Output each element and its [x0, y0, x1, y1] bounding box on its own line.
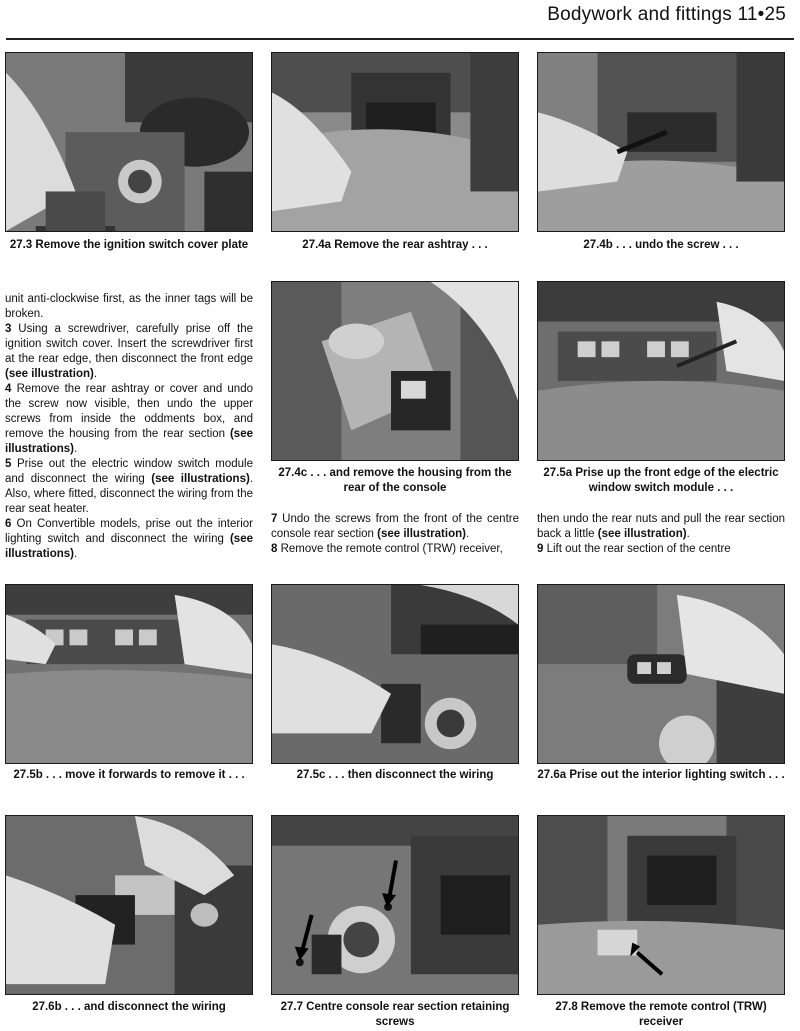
photo-27-3: [5, 52, 253, 232]
caption-27-6a: 27.6a Prise out the interior lighting switch . . .: [537, 769, 785, 781]
caption-27-3: 27.3 Remove the ignition switch cover plate: [9, 239, 249, 251]
caption-27-4b: 27.4b . . . undo the screw . . .: [583, 239, 739, 251]
photo-27-6a: [537, 584, 785, 764]
caption-27-5a: 27.5a Prise up the front edge of the electric window switch module . . .: [543, 467, 779, 494]
caption-27-4c: 27.4c . . . and remove the housing from the rear of the console: [278, 467, 512, 494]
step-7: 7 Undo the screws from the front of the centre console rear section (see illustration).: [271, 513, 519, 540]
photo-27-4b: [537, 52, 785, 232]
text-continued: then undo the rear nuts and pull the rear section back a little (see illustration).: [537, 513, 785, 540]
caption-27-7: 27.7 Centre console rear section retaining screws: [280, 1001, 510, 1028]
photo-27-6b: [5, 815, 253, 995]
step-8: 8 Remove the remote control (TRW) receiver,: [271, 543, 503, 555]
photo-27-7: [271, 815, 519, 995]
page-title: Bodywork and fittings 11•25: [547, 4, 786, 25]
photo-27-4c: [271, 281, 519, 461]
step-6: 6 On Convertible models, prise out the interior lighting switch and disconnect the wiring (see illustrations).: [5, 518, 253, 560]
caption-27-6b: 27.6b . . . and disconnect the wiring: [32, 1001, 226, 1013]
body-column-1: [5, 292, 253, 562]
photo-27-5c: [271, 584, 519, 764]
caption-27-8: 27.8 Remove the remote control (TRW) receiver: [555, 1001, 767, 1028]
step-5: 5 Prise out the electric window switch module and disconnect the wiring (see illustrations). Also, where fitted, disconnect the wiring from the rear seat heater.: [5, 458, 254, 515]
caption-27-5b: 27.5b . . . move it forwards to remove it . . .: [13, 769, 245, 781]
body-column-3: [537, 512, 785, 557]
text-intro: unit anti-clockwise first, as the inner tags will be broken.: [5, 293, 253, 320]
caption-27-4a: 27.4a Remove the rear ashtray . . .: [302, 239, 488, 251]
photo-27-4a: [271, 52, 519, 232]
photo-27-5a: [537, 281, 785, 461]
header-rule: [6, 38, 794, 40]
page-header: [0, 0, 800, 42]
caption-27-5c: 27.5c . . . then disconnect the wiring: [296, 769, 494, 781]
step-4: 4 Remove the rear ashtray or cover and undo the screw now visible, then undo the upper screws from inside the oddments box, and remove the housing from the rear section (see illustrations).: [5, 383, 253, 455]
photo-27-8: [537, 815, 785, 995]
step-3: 3 Using a screwdriver, carefully prise off the ignition switch cover. Insert the screwdriver first at the rear edge, then disconnect the front edge (see illustration).: [5, 323, 253, 380]
photo-27-5b: [5, 584, 253, 764]
body-column-2: [271, 512, 519, 557]
step-9: 9 Lift out the rear section of the centre: [537, 543, 731, 555]
